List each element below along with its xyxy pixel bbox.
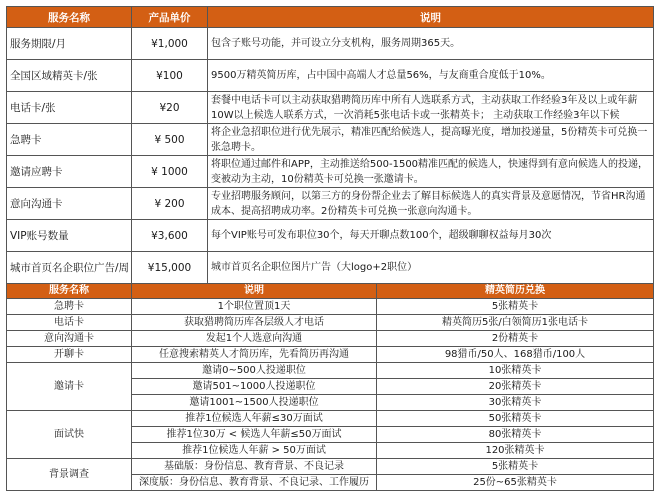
table-row <box>7 459 654 475</box>
description-text: 套餐中电话卡可以主动获取猎聘简历库中所有人选联系方式，主动获取工作经验3年及以上或年薪10W以上候选人联系方式，一次消耗5张电话卡或一张精英卡； 主动获取工作经验3年以下候 <box>211 94 638 121</box>
service-name: 城市首页名企职位广告/周 <box>7 252 132 284</box>
description: 邀请0~500人投递职位 <box>132 363 377 379</box>
service-group-name: 邀请卡 <box>7 363 132 411</box>
exchange-table-header <box>7 284 654 299</box>
description: 每个VIP账号可发布职位30个，每天开聊点数100个，超级聊聊权益每月30次 <box>208 220 654 252</box>
exchange-value: 20张精英卡 <box>377 379 654 395</box>
table-row <box>7 220 654 252</box>
pricing-table-header <box>7 7 654 28</box>
table-row <box>7 60 654 92</box>
service-name: VIP账号数量 <box>7 220 132 252</box>
table-row <box>7 363 654 379</box>
exchange-value: 120张精英卡 <box>377 443 654 459</box>
exchange-value: 25份~65张精英卡 <box>377 475 654 491</box>
service-name: 急聘卡 <box>7 299 132 315</box>
unit-price: ¥3,600 <box>132 220 208 252</box>
service-name: 邀请应聘卡 <box>7 156 132 188</box>
pricing-table <box>6 6 654 284</box>
header-elite-resume-exchange: 精英简历兑换 <box>377 284 654 299</box>
table-row <box>7 156 654 188</box>
description: 包含子账号功能，并可设立分支机构，服务周期365天。 <box>208 28 654 60</box>
table-row <box>7 315 654 331</box>
table-row <box>7 124 654 156</box>
description: 专业招聘服务顾问，以第三方的身份帮企业去了解目标候选人的真实背景及意愿情况，节省HR沟通成本、提高招聘成功率。2份精英卡可兑换一张意向沟通卡。 <box>208 188 654 220</box>
exchange-value: 2份精英卡 <box>377 331 654 347</box>
service-name: 意向沟通卡 <box>7 188 132 220</box>
exchange-value: 98猎币/50人、168猎币/100人 <box>377 347 654 363</box>
description: 城市首页名企职位图片广告（大logo+2职位） <box>208 252 654 284</box>
service-name: 服务期限/月 <box>7 28 132 60</box>
table-row <box>7 252 654 284</box>
header-service-name: 服务名称 <box>7 284 132 299</box>
exchange-value: 30张精英卡 <box>377 395 654 411</box>
table-row <box>7 28 654 60</box>
description: 基础版：身份信息、教育背景、不良记录 <box>132 459 377 475</box>
description: 将职位通过邮件和APP，主动推送给500-1500精准匹配的候选人，快速得到有意向候选人的投递，变被动为主动，10份精英卡可兑换一张邀请卡。 <box>208 156 654 188</box>
unit-price: ¥ 200 <box>132 188 208 220</box>
table-row <box>7 92 654 124</box>
exchange-value: 精英简历5张/白领简历1张电话卡 <box>377 315 654 331</box>
description: 推荐1位30万 < 候选人年薪≤50万面试 <box>132 427 377 443</box>
table-row <box>7 299 654 315</box>
exchange-value: 50张精英卡 <box>377 411 654 427</box>
header-description: 说明 <box>208 7 654 28</box>
description: 发起1个人选意向沟通 <box>132 331 377 347</box>
header-description: 说明 <box>132 284 377 299</box>
unit-price: ¥15,000 <box>132 252 208 284</box>
exchange-table <box>6 283 654 491</box>
unit-price: ¥ 1000 <box>132 156 208 188</box>
exchange-value: 10张精英卡 <box>377 363 654 379</box>
service-name: 全国区域精英卡/张 <box>7 60 132 92</box>
exchange-value: 80张精英卡 <box>377 427 654 443</box>
description: 邀请1001~1500人投递职位 <box>132 395 377 411</box>
service-group-name: 面试快 <box>7 411 132 459</box>
unit-price: ¥ 500 <box>132 124 208 156</box>
description: 推荐1位候选人年薪 > 50万面试 <box>132 443 377 459</box>
description: 任意搜索精英人才简历库，先看简历再沟通 <box>132 347 377 363</box>
description: 推荐1位候选人年薪≤30万面试 <box>132 411 377 427</box>
description: 将企业急招职位进行优先展示，精准匹配给候选人，提高曝光度，增加投递量，5份精英卡可兑换一张急聘卡。 <box>208 124 654 156</box>
header-service-name: 服务名称 <box>7 7 132 28</box>
description: 获取猎聘简历库各层级人才电话 <box>132 315 377 331</box>
service-name: 电话卡 <box>7 315 132 331</box>
table-row <box>7 331 654 347</box>
description: 1个职位置顶1天 <box>132 299 377 315</box>
service-name: 电话卡/张 <box>7 92 132 124</box>
header-unit-price: 产品单价 <box>132 7 208 28</box>
table-row <box>7 347 654 363</box>
service-name: 意向沟通卡 <box>7 331 132 347</box>
description: 深度版：身份信息、教育背景、不良记录、工作履历 <box>132 475 377 491</box>
description <box>208 92 654 124</box>
description: 邀请501~1000人投递职位 <box>132 379 377 395</box>
exchange-value: 5张精英卡 <box>377 459 654 475</box>
unit-price: ¥100 <box>132 60 208 92</box>
table-row <box>7 411 654 427</box>
service-group-name: 背景调查 <box>7 459 132 491</box>
service-name: 急聘卡 <box>7 124 132 156</box>
description: 9500万精英简历库，占中国中高端人才总量56%，与友商重合度低于10%。 <box>208 60 654 92</box>
table-row <box>7 188 654 220</box>
unit-price: ¥20 <box>132 92 208 124</box>
unit-price: ¥1,000 <box>132 28 208 60</box>
service-name: 开聊卡 <box>7 347 132 363</box>
exchange-value: 5张精英卡 <box>377 299 654 315</box>
